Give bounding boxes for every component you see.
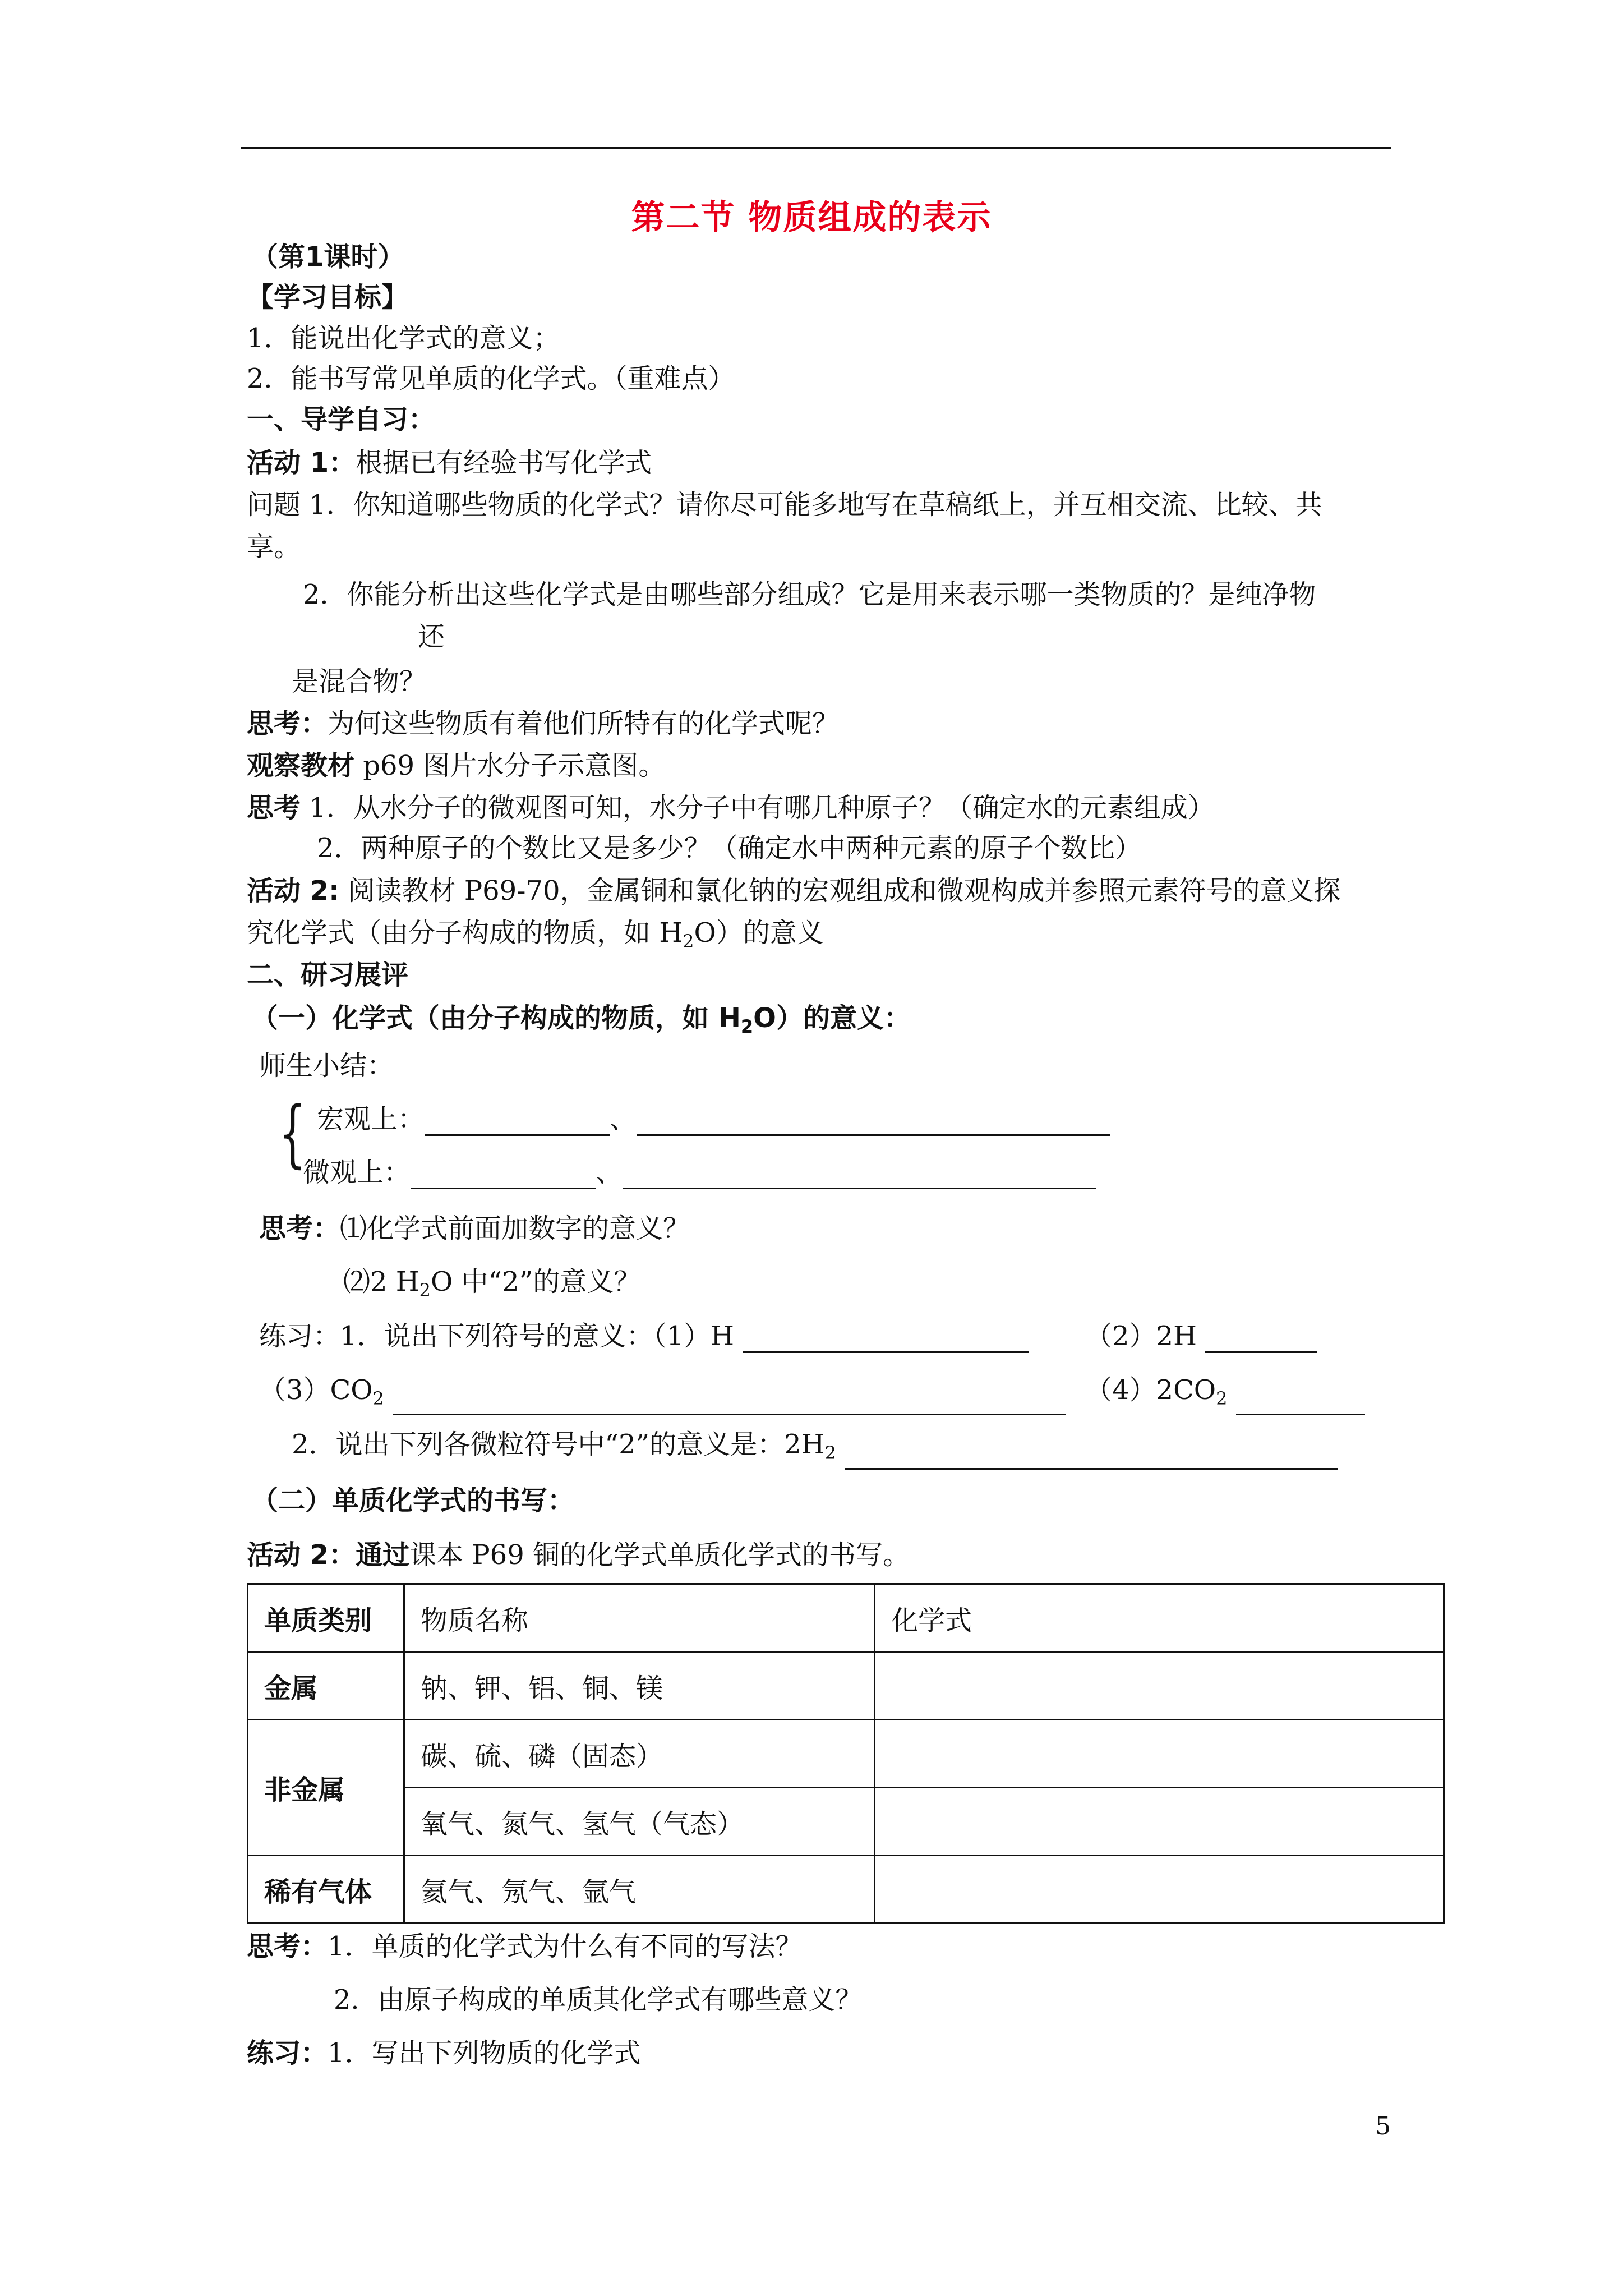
exercise1-co2-text: （3）CO [259, 1374, 373, 1406]
think4 [247, 1930, 803, 1963]
micro-blank-2[interactable] [623, 1163, 1096, 1189]
think4-q1: 1．单质的化学式为什么有不同的写法？ [328, 1931, 803, 1962]
subscript: 2 [372, 1388, 384, 1409]
think1-label: 思考： [247, 708, 328, 739]
think2-q1: 1．从水分子的微观图可知，水分子中有哪几种原子？（确定水的元素组成） [301, 792, 1215, 823]
think4-q2: 2．由原子构成的单质其化学式有哪些意义？ [334, 1984, 863, 2016]
subscript: 2 [1216, 1388, 1228, 1409]
formula-answer-cell[interactable] [875, 1652, 1444, 1720]
activity2-line1: 阅读教材 P69-70，金属铜和氯化钠的宏观组成和微观构成并参照元素符号的意义探 [339, 875, 1341, 907]
activity2-line2 [247, 916, 824, 958]
lesson-label: （第1课时） [251, 241, 405, 273]
question2-line1: 2．你能分析出这些化学式是由哪些部分组成？它是用来表示哪一类物质的？是纯净物 [303, 579, 1316, 610]
subsection1-text: （一）化学式（由分子构成的物质，如 H [251, 1002, 741, 1034]
macro-blank-1[interactable] [425, 1110, 610, 1136]
table-cell: 金属 [248, 1652, 404, 1720]
activity2b [247, 1538, 910, 1572]
table-cell: 氦气、氖气、氩气 [404, 1856, 875, 1924]
micro-row [303, 1156, 1096, 1189]
table-header-cell: 化学式 [875, 1584, 1444, 1652]
section1-heading: 一、导学自习： [247, 404, 436, 435]
exercise1-2h [1085, 1319, 1317, 1353]
activity2 [247, 874, 1341, 908]
table-row [248, 1720, 1444, 1788]
question1-line2: 享。 [247, 531, 301, 563]
think2-label: 思考 [247, 792, 301, 823]
think3-q2-end: O 中“2”的意义？ [431, 1266, 641, 1297]
subscript: 2 [683, 931, 694, 952]
elements-table [247, 1583, 1445, 1924]
separator: 、 [596, 1157, 623, 1188]
think3-q2 [343, 1265, 640, 1307]
subsection1-end: O）的意义： [753, 1002, 911, 1034]
think2-q2: 2．两种原子的个数比又是多少？（确定水中两种元素的原子个数比） [317, 832, 1142, 864]
table-cell: 碳、硫、磷（固态） [404, 1720, 875, 1788]
subscript: 2 [740, 1016, 754, 1037]
activity2b-text: 课本 P69 铜的化学式单质化学式的书写。 [409, 1539, 910, 1571]
activity2b-label: 活动 2：通过 [247, 1539, 410, 1571]
exercise1-blank-co2[interactable] [393, 1389, 1066, 1415]
formula-answer-cell[interactable] [875, 1856, 1444, 1924]
think1-text: 为何这些物质有着他们所特有的化学式呢？ [328, 708, 840, 739]
page-number: 5 [1375, 2112, 1391, 2141]
macro-label: 宏观上： [317, 1103, 425, 1135]
question2-line2: 还 [418, 621, 445, 652]
activity2-line2-text: 究化学式（由分子构成的物质，如 H [247, 917, 683, 949]
question1-line1: 问题 1．你知道哪些物质的化学式？请你尽可能多地写在草稿纸上，并互相交流、比较、共 [247, 489, 1322, 521]
activity1-text: 根据已有经验书写化学式 [356, 447, 652, 478]
page-title: 第二节 物质组成的表示 [631, 198, 992, 237]
table-header-row [248, 1584, 1444, 1652]
macro-row [317, 1102, 1110, 1136]
macro-blank-2[interactable] [637, 1110, 1110, 1136]
subscript: 2 [824, 1442, 836, 1464]
exercise1-blank-2h[interactable] [1205, 1327, 1317, 1353]
exercise3-label: 练习： [247, 2037, 328, 2069]
micro-label: 微观上： [303, 1157, 411, 1188]
subscript: 2 [419, 1280, 431, 1301]
objectives-heading: 【学习目标】 [247, 282, 409, 313]
subsection1-heading [251, 1001, 911, 1043]
table-header-cell: 单质类别 [248, 1584, 404, 1652]
think4-label: 思考： [247, 1931, 328, 1962]
observe-label: 观察教材 [247, 750, 355, 781]
exercise1-2co2-text: （4）2CO [1085, 1374, 1216, 1406]
table-row [248, 1652, 1444, 1720]
exercise3 [247, 2036, 641, 2070]
table-cell: 氧气、氮气、氢气（气态） [404, 1788, 875, 1856]
think1 [247, 707, 839, 740]
header-rule [241, 147, 1391, 149]
formula-answer-cell[interactable] [875, 1788, 1444, 1856]
exercise2-blank[interactable] [845, 1443, 1338, 1470]
observe-text: p69 图片水分子示意图。 [354, 750, 666, 781]
summary-label: 师生小结： [259, 1050, 394, 1082]
exercise-label: 练习： [259, 1320, 340, 1352]
brace-symbol: { [278, 1091, 307, 1176]
exercise1-blank-2co2[interactable] [1236, 1389, 1365, 1415]
exercise2-row [292, 1428, 1338, 1470]
table-cell: 非金属 [248, 1720, 404, 1856]
formula-answer-cell[interactable] [875, 1720, 1444, 1788]
exercise3-text: 1．写出下列物质的化学式 [328, 2037, 641, 2069]
exercise1-text: 1．说出下列符号的意义：（1）H [340, 1320, 743, 1352]
exercise1-row [259, 1319, 1029, 1353]
section2-heading: 二、研习展评 [247, 959, 409, 991]
activity2-line2-end: O）的意义 [694, 917, 824, 949]
activity1 [247, 446, 652, 480]
question2-line3: 是混合物？ [292, 666, 427, 697]
observe [247, 749, 665, 783]
think3-q1: ⑴化学式前面加数字的意义？ [340, 1213, 690, 1244]
think3-label: 思考： [259, 1213, 340, 1244]
table-cell: 稀有气体 [248, 1856, 404, 1924]
table-row [248, 1856, 1444, 1924]
table-header-cell: 物质名称 [404, 1584, 875, 1652]
exercise1-2h-text: （2）2H [1085, 1320, 1206, 1352]
micro-blank-1[interactable] [411, 1163, 596, 1189]
objective-item-1: 1．能说出化学式的意义； [247, 323, 560, 354]
exercise1-2co2 [1085, 1373, 1365, 1415]
think3-q2-text: ⑵2 H [343, 1266, 419, 1297]
exercise1-co2 [259, 1373, 1066, 1415]
subsection2-heading: （二）单质化学式的书写： [251, 1485, 575, 1516]
exercise1-blank-h[interactable] [743, 1327, 1029, 1353]
separator: 、 [610, 1103, 637, 1135]
exercise2-text: 2．说出下列各微粒符号中“2”的意义是：2H [292, 1429, 825, 1460]
table-row [248, 1788, 1444, 1856]
think3 [259, 1212, 690, 1245]
table-cell: 钠、钾、铝、铜、镁 [404, 1652, 875, 1720]
objective-item-2: 2．能书写常见单质的化学式。（重难点） [247, 363, 735, 394]
activity1-label: 活动 1： [247, 447, 356, 478]
activity2-label: 活动 2: [247, 875, 340, 907]
think2 [247, 791, 1215, 825]
